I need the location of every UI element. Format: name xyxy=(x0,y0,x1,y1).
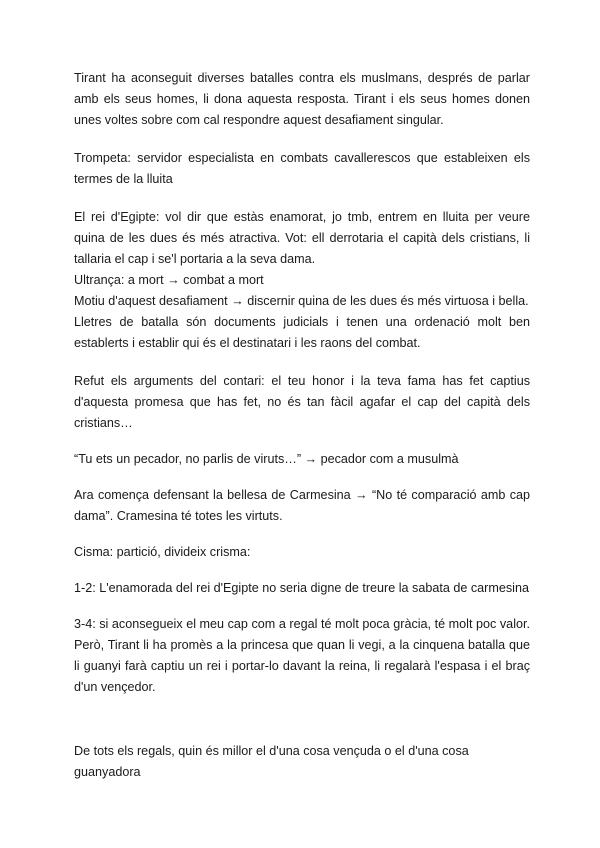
paragraph-lletres: Lletres de batalla són documents judicials i tenen una ordenació molt ben establerts i establir qui és el destinatari i les raons del combat. xyxy=(74,315,530,350)
paragraph-refut: Refut els arguments del contari: el teu honor i la teva fama has fet captius d'aquesta promesa que has fet, no és tan fàcil agafar el cap del capità dels cristians… xyxy=(74,374,530,430)
paragraph-pecador: “Tu ets un pecador, no parlis de viruts…” → pecador com a musulmà xyxy=(74,452,459,466)
paragraph-rei-egipte: El rei d'Egipte: vol dir que estàs enamorat, jo tmb, entrem en lluita per veure quina de les dues és més atractiva. Vot: ell derrotaria el capità dels cristians, li tallaria el cap i se'l portaria a la seva dama. xyxy=(74,210,530,266)
paragraph-1-2: 1-2: L'enamorada del rei d'Egipte no seria digne de treure la sabata de carmesina xyxy=(74,581,529,595)
paragraph-carmesina: Ara comença defensant la bellesa de Carmesina → “No té comparació amb cap dama”. Cramesina té totes les virtuts. xyxy=(74,488,530,523)
paragraph-ultranca: Ultrança: a mort → combat a mort xyxy=(74,273,264,287)
paragraph-cisma: Cisma: partició, divideix crisma: xyxy=(74,545,251,559)
paragraph-3-4: 3-4: si aconsegueix el meu cap com a regal té molt poca gràcia, té molt poc valor. Però, Tirant li ha promès a la princesa que quan li vegi, a la cinquena batalla que li guanyi farà captiu un rei i portar-lo davant la reina, li regalarà l'espasa i el braç d'un vençedor. xyxy=(74,617,530,694)
paragraph-intro: Tirant ha aconseguit diverses batalles contra els muslmans, després de parlar amb els seus homes, li dona aquesta resposta. Tirant i els seus homes donen unes voltes sobre com cal respondre aquest desafiament singular. xyxy=(74,71,530,127)
paragraph-trompeta: Trompeta: servidor especialista en combats cavallerescos que estableixen els termes de la lluita xyxy=(74,151,530,186)
paragraph-regals: De tots els regals, quin és millor el d'una cosa vençuda o el d'una cosa guanyadora xyxy=(74,744,469,779)
document-page xyxy=(74,68,530,783)
paragraph-motiu: Motiu d'aquest desafiament → discernir quina de les dues és més virtuosa i bella. xyxy=(74,294,529,308)
